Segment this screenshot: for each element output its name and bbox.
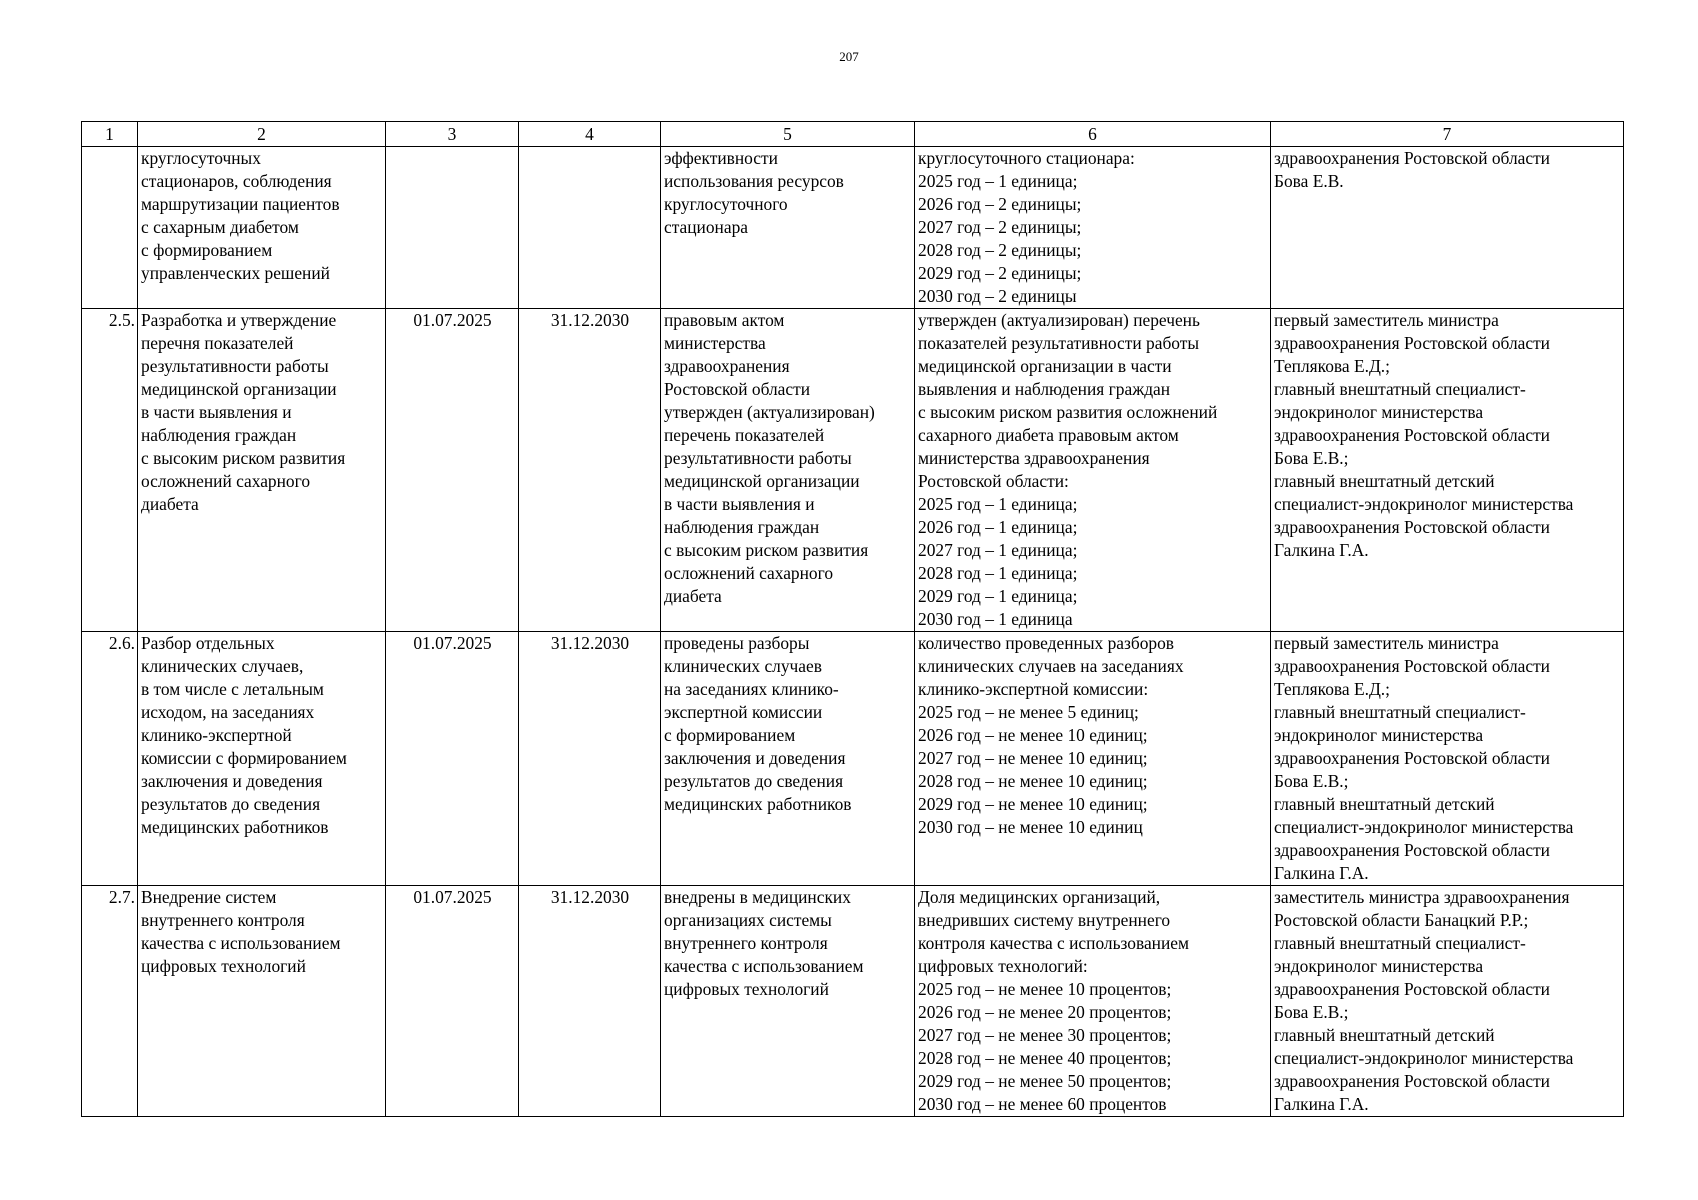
item-number: 2.7. — [82, 886, 138, 1117]
measure-name: круглосуточных стационаров, соблюдения маршрутизации пациентов с сахарным диабетом с формированием управленческих решений — [138, 147, 386, 309]
start-date: 01.07.2025 — [386, 632, 519, 886]
page-number: 207 — [839, 49, 859, 64]
table-row — [82, 309, 1624, 632]
expected-result: проведены разборы клинических случаев на заседаниях клинико- экспертной комиссии с формированием заключения и доведения результатов до сведения медицинских работников — [661, 632, 915, 886]
responsible: заместитель министра здравоохранения Ростовской области Банацкий Р.Р.; главный внештатный специалист- эндокринолог министерства здравоохранения Ростовской области Бова Е.В.; главный внештатный детский специалист-эндокринолог министерства здравоохранения Ростовской области Галкина Г.А. — [1271, 886, 1624, 1117]
column-header: 2 — [138, 122, 386, 147]
measure-name: Разбор отдельных клинических случаев, в том числе с летальным исходом, на заседаниях клинико-экспертной комиссии с формированием заключения и доведения результатов до сведения медицинских работников — [138, 632, 386, 886]
expected-result: правовым актом министерства здравоохранения Ростовской области утвержден (актуализирован) перечень показателей результативности работы медицинской организации в части выявления и наблюдения граждан с высоким риском развития осложнений сахарного диабета — [661, 309, 915, 632]
indicator: Доля медицинских организаций, внедривших систему внутреннего контроля качества с использованием цифровых технологий: 2025 год – не менее 10 процентов; 2026 год – не менее 20 процентов; 2027 год – не менее 30 процентов; 2028 год – не менее 40 процентов; 2029 год – не менее 50 процентов; 2030 год – не менее 60 процентов — [915, 886, 1271, 1117]
end-date — [519, 147, 661, 309]
indicator: утвержден (актуализирован) перечень показателей результативности работы медицинской организации в части выявления и наблюдения граждан с высоким риском развития осложнений сахарного диабета правовым актом министерства здравоохранения Ростовской области: 2025 год – 1 единица; 2026 год – 1 единица; 2027 год – 1 единица; 2028 год – 1 единица; 2029 год – 1 единица; 2030 год – 1 единица — [915, 309, 1271, 632]
table-row — [82, 147, 1624, 309]
indicator: количество проведенных разборов клинических случаев на заседаниях клинико-экспертной комиссии: 2025 год – не менее 5 единиц; 2026 год – не менее 10 единиц; 2027 год – не менее 10 единиц; 2028 год – не менее 10 единиц; 2029 год – не менее 10 единиц; 2030 год – не менее 10 единиц — [915, 632, 1271, 886]
end-date: 31.12.2030 — [519, 886, 661, 1117]
item-number: 2.6. — [82, 632, 138, 886]
indicator: круглосуточного стационара: 2025 год – 1 единица; 2026 год – 2 единицы; 2027 год – 2 единицы; 2028 год – 2 единицы; 2029 год – 2 единицы; 2030 год – 2 единицы — [915, 147, 1271, 309]
column-header: 5 — [661, 122, 915, 147]
responsible: здравоохранения Ростовской области Бова Е.В. — [1271, 147, 1624, 309]
expected-result: внедрены в медицинских организациях системы внутреннего контроля качества с использованием цифровых технологий — [661, 886, 915, 1117]
end-date: 31.12.2030 — [519, 632, 661, 886]
item-number — [82, 147, 138, 309]
column-header: 1 — [82, 122, 138, 147]
start-date — [386, 147, 519, 309]
start-date: 01.07.2025 — [386, 886, 519, 1117]
table-row — [82, 886, 1624, 1117]
column-number-row — [82, 122, 1624, 147]
column-header: 3 — [386, 122, 519, 147]
expected-result: эффективности использования ресурсов круглосуточного стационара — [661, 147, 915, 309]
table-row — [82, 632, 1624, 886]
column-header: 7 — [1271, 122, 1624, 147]
measure-name: Разработка и утверждение перечня показателей результативности работы медицинской организации в части выявления и наблюдения граждан с высоким риском развития осложнений сахарного диабета — [138, 309, 386, 632]
column-header: 6 — [915, 122, 1271, 147]
responsible: первый заместитель министра здравоохранения Ростовской области Теплякова Е.Д.; главный внештатный специалист- эндокринолог министерства здравоохранения Ростовской области Бова Е.В.; главный внештатный детский специалист-эндокринолог министерства здравоохранения Ростовской области Галкина Г.А. — [1271, 632, 1624, 886]
item-number: 2.5. — [82, 309, 138, 632]
column-header: 4 — [519, 122, 661, 147]
end-date: 31.12.2030 — [519, 309, 661, 632]
measure-name: Внедрение систем внутреннего контроля качества с использованием цифровых технологий — [138, 886, 386, 1117]
start-date: 01.07.2025 — [386, 309, 519, 632]
responsible: первый заместитель министра здравоохранения Ростовской области Теплякова Е.Д.; главный внештатный специалист- эндокринолог министерства здравоохранения Ростовской области Бова Е.В.; главный внештатный детский специалист-эндокринолог министерства здравоохранения Ростовской области Галкина Г.А. — [1271, 309, 1624, 632]
plan-table — [81, 121, 1624, 1117]
